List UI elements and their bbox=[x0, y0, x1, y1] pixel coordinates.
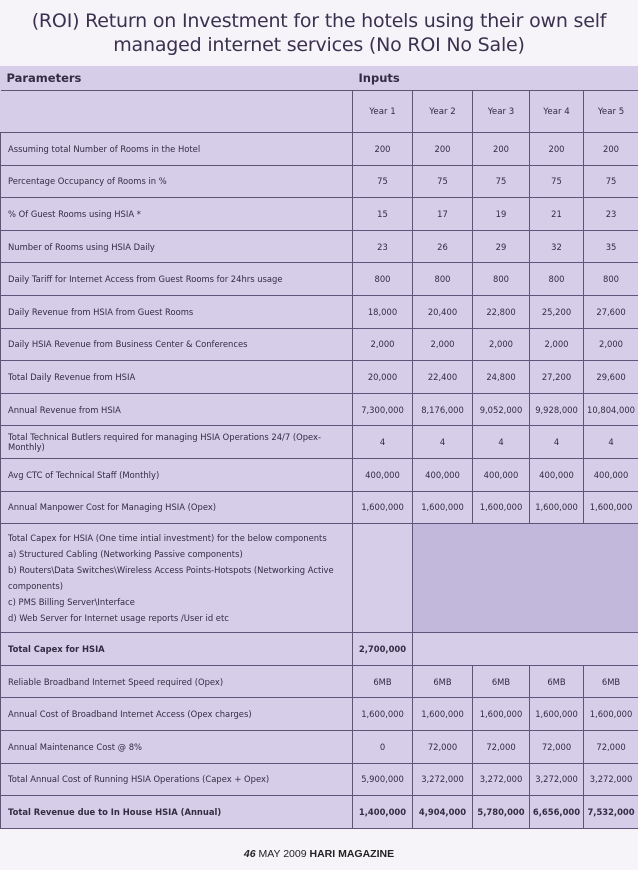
table-row bbox=[1, 361, 638, 394]
table-body bbox=[1, 133, 638, 829]
table-row bbox=[1, 230, 638, 263]
value-cell: 5,900,000 bbox=[353, 763, 413, 796]
value-cell: 1,600,000 bbox=[473, 698, 530, 731]
value-cell: 400,000 bbox=[473, 458, 530, 491]
capex-component-line: a) Structured Cabling (Networking Passive components) bbox=[8, 549, 243, 560]
row-label: Reliable Broadband Internet Speed required (Opex) bbox=[1, 665, 353, 698]
value-cell: 22,400 bbox=[413, 361, 473, 394]
row-label: Annual Maintenance Cost @ 8% bbox=[1, 730, 353, 763]
value-cell: 6MB bbox=[530, 665, 584, 698]
parameters-header: Parameters bbox=[1, 66, 353, 91]
value-cell: 9,052,000 bbox=[473, 393, 530, 426]
value-cell: 3,272,000 bbox=[584, 763, 638, 796]
value-cell: 4 bbox=[473, 426, 530, 459]
value-cell: 29,600 bbox=[584, 361, 638, 394]
row-label: Number of Rooms using HSIA Daily bbox=[1, 230, 353, 263]
year-header: Year 1 bbox=[353, 91, 413, 133]
value-cell: 18,000 bbox=[353, 295, 413, 328]
value-cell: 72,000 bbox=[473, 730, 530, 763]
table-header-row bbox=[1, 66, 638, 91]
row-label: Daily Revenue from HSIA from Guest Rooms bbox=[1, 295, 353, 328]
value-cell: 19 bbox=[473, 198, 530, 231]
value-cell: 1,600,000 bbox=[413, 491, 473, 524]
value-cell: 1,600,000 bbox=[530, 491, 584, 524]
value-cell: 32 bbox=[530, 230, 584, 263]
value-cell: 24,800 bbox=[473, 361, 530, 394]
roi-table bbox=[0, 66, 638, 829]
value-cell: 400,000 bbox=[584, 458, 638, 491]
value-cell: 2,700,000 bbox=[353, 633, 413, 666]
table-row bbox=[1, 491, 638, 524]
page-footer bbox=[0, 848, 638, 860]
page-number: 46 bbox=[243, 848, 256, 860]
value-cell: 800 bbox=[353, 263, 413, 296]
value-cell: 6MB bbox=[353, 665, 413, 698]
value-cell: 27,600 bbox=[584, 295, 638, 328]
value-cell: 3,272,000 bbox=[473, 763, 530, 796]
value-cell: 20,000 bbox=[353, 361, 413, 394]
value-cell: 15 bbox=[353, 198, 413, 231]
value-cell: 3,272,000 bbox=[413, 763, 473, 796]
value-cell: 4 bbox=[584, 426, 638, 459]
year-header-row bbox=[1, 91, 638, 133]
value-cell: 75 bbox=[584, 165, 638, 198]
title-line-1: (ROI) Return on Investment for the hotels using their own self bbox=[31, 10, 607, 32]
table-row bbox=[1, 458, 638, 491]
value-cell: 6MB bbox=[584, 665, 638, 698]
value-cell: 200 bbox=[473, 133, 530, 166]
value-cell: 6MB bbox=[473, 665, 530, 698]
value-cell: 7,300,000 bbox=[353, 393, 413, 426]
row-label: Assuming total Number of Rooms in the Hotel bbox=[1, 133, 353, 166]
year-header: Year 5 bbox=[584, 91, 638, 133]
value-cell: 1,400,000 bbox=[353, 796, 413, 829]
value-cell: 22,800 bbox=[473, 295, 530, 328]
capex-components-list bbox=[1, 524, 353, 633]
table-row bbox=[1, 426, 638, 459]
year-header: Year 2 bbox=[413, 91, 473, 133]
value-cell: 0 bbox=[353, 730, 413, 763]
value-cell: 6,656,000 bbox=[530, 796, 584, 829]
capex-component-line: Total Capex for HSIA (One time intial investment) for the below components bbox=[8, 533, 327, 544]
capex-components-row bbox=[1, 524, 638, 633]
page-title bbox=[0, 9, 638, 57]
value-cell: 800 bbox=[530, 263, 584, 296]
capex-component-line: d) Web Server for Internet usage reports /User id etc bbox=[8, 613, 229, 624]
value-cell: 1,600,000 bbox=[353, 698, 413, 731]
value-cell: 2,000 bbox=[413, 328, 473, 361]
value-cell: 800 bbox=[473, 263, 530, 296]
value-cell: 1,600,000 bbox=[530, 698, 584, 731]
total-capex-row bbox=[1, 633, 638, 666]
issue-date: MAY 2009 bbox=[258, 848, 307, 860]
value-cell: 10,804,000 bbox=[584, 393, 638, 426]
value-cell: 800 bbox=[584, 263, 638, 296]
value-cell: 5,780,000 bbox=[473, 796, 530, 829]
value-cell: 26 bbox=[413, 230, 473, 263]
magazine-name: HARI MAGAZINE bbox=[309, 848, 395, 860]
row-label: % Of Guest Rooms using HSIA * bbox=[1, 198, 353, 231]
row-label: Avg CTC of Technical Staff (Monthly) bbox=[1, 458, 353, 491]
table-row bbox=[1, 698, 638, 731]
table-row bbox=[1, 328, 638, 361]
value-cell: 1,600,000 bbox=[413, 698, 473, 731]
value-cell: 75 bbox=[473, 165, 530, 198]
row-label: Percentage Occupancy of Rooms in % bbox=[1, 165, 353, 198]
shaded-cell bbox=[413, 524, 638, 633]
value-cell: 72,000 bbox=[584, 730, 638, 763]
year-header: Year 3 bbox=[473, 91, 530, 133]
value-cell: 4 bbox=[530, 426, 584, 459]
table-row bbox=[1, 665, 638, 698]
value-cell: 20,400 bbox=[413, 295, 473, 328]
value-cell: 35 bbox=[584, 230, 638, 263]
value-cell: 9,928,000 bbox=[530, 393, 584, 426]
year-header: Year 4 bbox=[530, 91, 584, 133]
value-cell: 4 bbox=[413, 426, 473, 459]
value-cell: 75 bbox=[353, 165, 413, 198]
value-cell: 27,200 bbox=[530, 361, 584, 394]
table-row bbox=[1, 198, 638, 231]
row-label: Daily Tariff for Internet Access from Guest Rooms for 24hrs usage bbox=[1, 263, 353, 296]
empty-cell bbox=[413, 633, 638, 666]
blank-header-cell bbox=[1, 91, 353, 133]
value-cell: 1,600,000 bbox=[584, 698, 638, 731]
value-cell: 800 bbox=[413, 263, 473, 296]
value-cell: 25,200 bbox=[530, 295, 584, 328]
row-label: Total Daily Revenue from HSIA bbox=[1, 361, 353, 394]
value-cell: 7,532,000 bbox=[584, 796, 638, 829]
value-cell: 29 bbox=[473, 230, 530, 263]
table-row bbox=[1, 165, 638, 198]
value-cell: 75 bbox=[530, 165, 584, 198]
value-cell: 2,000 bbox=[473, 328, 530, 361]
row-label: Annual Manpower Cost for Managing HSIA (Opex) bbox=[1, 491, 353, 524]
value-cell: 1,600,000 bbox=[353, 491, 413, 524]
row-label: Total Capex for HSIA bbox=[1, 633, 353, 666]
value-cell: 3,272,000 bbox=[530, 763, 584, 796]
row-label: Annual Revenue from HSIA bbox=[1, 393, 353, 426]
value-cell: 6MB bbox=[413, 665, 473, 698]
capex-component-line: c) PMS Billing Server\Interface bbox=[8, 597, 135, 608]
value-cell: 72,000 bbox=[413, 730, 473, 763]
value-cell: 400,000 bbox=[413, 458, 473, 491]
row-label: Total Annual Cost of Running HSIA Operations (Capex + Opex) bbox=[1, 763, 353, 796]
value-cell: 17 bbox=[413, 198, 473, 231]
value-cell: 2,000 bbox=[584, 328, 638, 361]
table-row bbox=[1, 295, 638, 328]
value-cell: 1,600,000 bbox=[584, 491, 638, 524]
inputs-header: Inputs bbox=[353, 66, 638, 91]
value-cell: 200 bbox=[413, 133, 473, 166]
table-row bbox=[1, 763, 638, 796]
value-cell: 4 bbox=[353, 426, 413, 459]
row-label: Total Technical Butlers required for managing HSIA Operations 24/7 (Opex-Monthly) bbox=[1, 426, 353, 459]
value-cell: 23 bbox=[353, 230, 413, 263]
value-cell: 200 bbox=[584, 133, 638, 166]
value-cell: 200 bbox=[530, 133, 584, 166]
value-cell: 72,000 bbox=[530, 730, 584, 763]
capex-component-line: b) Routers\Data Switches\Wireless Access Points-Hotspots (Networking Active components) bbox=[8, 565, 334, 592]
row-label: Daily HSIA Revenue from Business Center & Conferences bbox=[1, 328, 353, 361]
value-cell: 1,600,000 bbox=[473, 491, 530, 524]
value-cell: 2,000 bbox=[353, 328, 413, 361]
value-cell: 75 bbox=[413, 165, 473, 198]
title-line-2: managed internet services (No ROI No Sale) bbox=[113, 34, 525, 56]
value-cell: 2,000 bbox=[530, 328, 584, 361]
table-row bbox=[1, 730, 638, 763]
value-cell: 21 bbox=[530, 198, 584, 231]
row-label: Annual Cost of Broadband Internet Access (Opex charges) bbox=[1, 698, 353, 731]
row-label: Total Revenue due to In House HSIA (Annual) bbox=[1, 796, 353, 829]
value-cell: 4,904,000 bbox=[413, 796, 473, 829]
value-cell: 400,000 bbox=[353, 458, 413, 491]
table-row bbox=[1, 263, 638, 296]
table-row bbox=[1, 133, 638, 166]
value-cell: 200 bbox=[353, 133, 413, 166]
table-row bbox=[1, 796, 638, 829]
table-row bbox=[1, 393, 638, 426]
value-cell: 8,176,000 bbox=[413, 393, 473, 426]
value-cell: 400,000 bbox=[530, 458, 584, 491]
empty-cell bbox=[353, 524, 413, 633]
value-cell: 23 bbox=[584, 198, 638, 231]
